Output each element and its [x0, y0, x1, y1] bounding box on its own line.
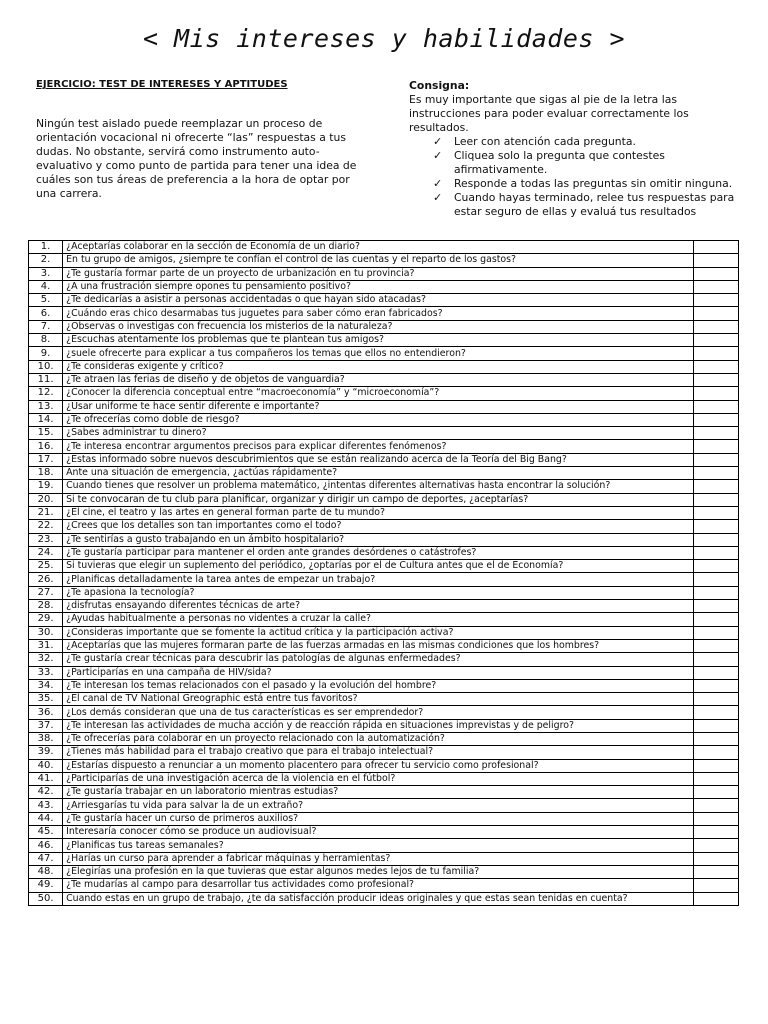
answer-cell[interactable]: [693, 613, 738, 626]
answer-cell[interactable]: [693, 400, 738, 413]
table-row: [29, 427, 739, 440]
question-number: 5.: [29, 294, 63, 307]
table-row: [29, 746, 739, 759]
table-row: [29, 600, 739, 613]
table-row: [29, 493, 739, 506]
table-row: [29, 453, 739, 466]
answer-cell[interactable]: [693, 254, 738, 267]
consigna-text: Es muy importante que sigas al pie de la letra las instrucciones para poder evaluar correctamente los resultados.: [409, 93, 689, 134]
table-row: [29, 666, 739, 679]
question-number: 30.: [29, 626, 63, 639]
consigna-label: Consigna:: [409, 79, 470, 92]
question-number: 45.: [29, 826, 63, 839]
question-number: 15.: [29, 427, 63, 440]
question-text: ¿Te dedicarías a asistir a personas accidentadas o que hayan sido atacadas?: [63, 294, 694, 307]
question-number: 36.: [29, 706, 63, 719]
page-title: < Mis intereses y habilidades >: [142, 24, 626, 53]
question-text: ¿Te gustaría participar para mantener el orden ante grandes desórdenes o catástrofes?: [63, 546, 694, 559]
question-text: ¿El cine, el teatro y las artes en general forman parte de tu mundo?: [63, 506, 694, 519]
answer-cell[interactable]: [693, 560, 738, 573]
question-text: ¿Ayudas habitualmente a personas no videntes a cruzar la calle?: [63, 613, 694, 626]
table-row: [29, 347, 739, 360]
table-row: [29, 573, 739, 586]
consigna-section: [409, 79, 739, 219]
table-row: [29, 799, 739, 812]
question-number: 13.: [29, 400, 63, 413]
question-number: 19.: [29, 480, 63, 493]
question-number: 42.: [29, 786, 63, 799]
instruction-text: Leer con atención cada pregunta.: [454, 135, 636, 148]
table-row: [29, 759, 739, 772]
answer-cell[interactable]: [693, 280, 738, 293]
answer-cell[interactable]: [693, 506, 738, 519]
answer-cell[interactable]: [693, 639, 738, 652]
question-text: ¿Te mudarías al campo para desarrollar tus actividades como profesional?: [63, 879, 694, 892]
question-text: ¿Crees que los detalles son tan importantes como el todo?: [63, 520, 694, 533]
instruction-text: Cliquea solo la pregunta que contestes afirmativamente.: [454, 149, 665, 176]
question-number: 20.: [29, 493, 63, 506]
questions-table: [28, 240, 739, 906]
table-row: [29, 772, 739, 785]
answer-cell[interactable]: [693, 746, 738, 759]
question-number: 6.: [29, 307, 63, 320]
answer-cell[interactable]: [693, 826, 738, 839]
table-row: [29, 400, 739, 413]
table-row: [29, 280, 739, 293]
table-row: [29, 506, 739, 519]
check-mark-icon: ✓: [433, 177, 443, 190]
table-row: [29, 533, 739, 546]
question-number: 48.: [29, 865, 63, 878]
answer-cell[interactable]: [693, 719, 738, 732]
question-text: Si tuvieras que elegir un suplemento del periódico, ¿optarías por el de Cultura antes que el de Economía?: [63, 560, 694, 573]
question-text: Cuando estas en un grupo de trabajo, ¿te da satisfacción producir ideas originales y que estas sean tenidas en cuenta?: [63, 892, 694, 905]
question-number: 11.: [29, 373, 63, 386]
table-row: [29, 467, 739, 480]
question-text: ¿Te interesan las actividades de mucha acción y de reacción rápida en situaciones imprevistas y de peligro?: [63, 719, 694, 732]
exercise-heading: EJERCICIO: TEST DE INTERESES Y APTITUDES: [36, 79, 288, 90]
question-number: 44.: [29, 812, 63, 825]
question-number: 27.: [29, 586, 63, 599]
question-text: ¿Participarías en una campaña de HIV/sida?: [63, 666, 694, 679]
question-number: 25.: [29, 560, 63, 573]
question-text: ¿Te gustaría trabajar en un laboratorio mientras estudias?: [63, 786, 694, 799]
answer-cell[interactable]: [693, 267, 738, 280]
question-text: ¿Te ofrecerías como doble de riesgo?: [63, 413, 694, 426]
answer-cell[interactable]: [693, 759, 738, 772]
table-row: [29, 706, 739, 719]
answer-cell[interactable]: [693, 347, 738, 360]
question-number: 49.: [29, 879, 63, 892]
answer-cell[interactable]: [693, 666, 738, 679]
check-mark-icon: ✓: [433, 149, 443, 162]
question-text: ¿Estas informado sobre nuevos descubrimientos que se están realizando acerca de la Teoría del Big Bang?: [63, 453, 694, 466]
question-text: ¿Aceptarías que las mujeres formaran parte de las fuerzas armadas en las mismas condiciones que los hombres?: [63, 639, 694, 652]
question-number: 31.: [29, 639, 63, 652]
answer-cell[interactable]: [693, 693, 738, 706]
question-text: Ante una situación de emergencia, ¿actúas rápidamente?: [63, 467, 694, 480]
answer-cell[interactable]: [693, 307, 738, 320]
question-text: ¿Te consideras exigente y crítico?: [63, 360, 694, 373]
question-text: ¿Observas o investigas con frecuencia los misterios de la naturaleza?: [63, 320, 694, 333]
exercise-section: [36, 78, 366, 201]
table-row: [29, 879, 739, 892]
instruction-item: [433, 149, 739, 177]
answer-cell[interactable]: [693, 786, 738, 799]
table-row: [29, 520, 739, 533]
table-row: [29, 440, 739, 453]
question-text: ¿suele ofrecerte para explicar a tus compañeros los temas que ellos no entendieron?: [63, 347, 694, 360]
answer-cell[interactable]: [693, 387, 738, 400]
answer-cell[interactable]: [693, 453, 738, 466]
question-number: 10.: [29, 360, 63, 373]
table-row: [29, 839, 739, 852]
answer-cell[interactable]: [693, 520, 738, 533]
table-row: [29, 320, 739, 333]
answer-cell[interactable]: [693, 533, 738, 546]
question-number: 32.: [29, 653, 63, 666]
answer-cell[interactable]: [693, 334, 738, 347]
question-number: 7.: [29, 320, 63, 333]
answer-cell[interactable]: [693, 573, 738, 586]
table-row: [29, 719, 739, 732]
table-row: [29, 653, 739, 666]
question-text: ¿Te apasiona la tecnología?: [63, 586, 694, 599]
question-text: ¿Aceptarías colaborar en la sección de Economía de un diario?: [63, 241, 694, 254]
table-row: [29, 812, 739, 825]
table-row: [29, 560, 739, 573]
question-text: ¿Te interesan los temas relacionados con el pasado y la evolución del hombre?: [63, 679, 694, 692]
question-number: 14.: [29, 413, 63, 426]
answer-cell[interactable]: [693, 772, 738, 785]
question-text: ¿Sabes administrar tu dinero?: [63, 427, 694, 440]
question-number: 38.: [29, 732, 63, 745]
question-text: Si te convocaran de tu club para planificar, organizar y dirigir un campo de deportes, ¿aceptarías?: [63, 493, 694, 506]
instruction-item: [433, 191, 739, 219]
instruction-item: [433, 135, 739, 149]
instruction-list: [409, 135, 739, 219]
question-text: ¿Planificas tus tareas semanales?: [63, 839, 694, 852]
question-text: ¿Cuándo eras chico desarmabas tus juguetes para saber cómo eran fabricados?: [63, 307, 694, 320]
answer-cell[interactable]: [693, 865, 738, 878]
table-row: [29, 241, 739, 254]
question-text: ¿Harías un curso para aprender a fabricar máquinas y herramientas?: [63, 852, 694, 865]
question-text: En tu grupo de amigos, ¿siempre te confían el control de las cuentas y el reparto de los gastos?: [63, 254, 694, 267]
question-text: ¿Te gustaría formar parte de un proyecto de urbanización en tu provincia?: [63, 267, 694, 280]
table-row: [29, 826, 739, 839]
answer-cell[interactable]: [693, 812, 738, 825]
instruction-item: [433, 177, 739, 191]
answer-cell[interactable]: [693, 360, 738, 373]
question-number: 39.: [29, 746, 63, 759]
question-number: 23.: [29, 533, 63, 546]
question-number: 12.: [29, 387, 63, 400]
answer-cell[interactable]: [693, 799, 738, 812]
question-number: 34.: [29, 679, 63, 692]
question-number: 24.: [29, 546, 63, 559]
question-number: 50.: [29, 892, 63, 905]
question-number: 2.: [29, 254, 63, 267]
question-text: ¿Los demás consideran que una de tus características es ser emprendedor?: [63, 706, 694, 719]
question-text: ¿Arriesgarías tu vida para salvar la de un extraño?: [63, 799, 694, 812]
table-row: [29, 732, 739, 745]
table-row: [29, 267, 739, 280]
table-row: [29, 586, 739, 599]
answer-cell[interactable]: [693, 653, 738, 666]
question-text: ¿A una frustración siempre opones tu pensamiento positivo?: [63, 280, 694, 293]
question-text: ¿Tienes más habilidad para el trabajo creativo que para el trabajo intelectual?: [63, 746, 694, 759]
question-number: 46.: [29, 839, 63, 852]
question-number: 29.: [29, 613, 63, 626]
question-number: 43.: [29, 799, 63, 812]
table-row: [29, 307, 739, 320]
table-row: [29, 892, 739, 905]
question-text: ¿Te gustaría crear técnicas para descubrir las patologías de algunas enfermedades?: [63, 653, 694, 666]
question-text: ¿Planificas detalladamente la tarea antes de empezar un trabajo?: [63, 573, 694, 586]
table-row: [29, 360, 739, 373]
table-row: [29, 373, 739, 386]
question-text: ¿Te interesa encontrar argumentos precisos para explicar diferentes fenómenos?: [63, 440, 694, 453]
table-row: [29, 626, 739, 639]
question-number: 40.: [29, 759, 63, 772]
question-number: 3.: [29, 267, 63, 280]
question-text: ¿El canal de TV National Greographic está entre tus favoritos?: [63, 693, 694, 706]
question-text: ¿Te atraen las ferias de diseño y de objetos de vanguardia?: [63, 373, 694, 386]
question-number: 1.: [29, 241, 63, 254]
answer-cell[interactable]: [693, 546, 738, 559]
question-number: 8.: [29, 334, 63, 347]
table-row: [29, 679, 739, 692]
question-number: 37.: [29, 719, 63, 732]
question-text: ¿Escuchas atentamente los problemas que te plantean tus amigos?: [63, 334, 694, 347]
check-mark-icon: ✓: [433, 135, 443, 148]
question-number: 21.: [29, 506, 63, 519]
question-text: ¿Estarías dispuesto a renunciar a un momento placentero para ofrecer tu servicio como profesional?: [63, 759, 694, 772]
answer-cell[interactable]: [693, 600, 738, 613]
question-text: Interesaría conocer cómo se produce un audiovisual?: [63, 826, 694, 839]
answer-cell[interactable]: [693, 679, 738, 692]
question-number: 17.: [29, 453, 63, 466]
question-text: ¿Elegirías una profesión en la que tuvieras que estar algunos medes lejos de tu familia?: [63, 865, 694, 878]
answer-cell[interactable]: [693, 732, 738, 745]
table-row: [29, 852, 739, 865]
answer-cell[interactable]: [693, 892, 738, 905]
answer-cell[interactable]: [693, 586, 738, 599]
table-row: [29, 546, 739, 559]
question-text: ¿Te sentirías a gusto trabajando en un ámbito hospitalario?: [63, 533, 694, 546]
question-number: 9.: [29, 347, 63, 360]
answer-cell[interactable]: [693, 413, 738, 426]
answer-cell[interactable]: [693, 879, 738, 892]
question-number: 47.: [29, 852, 63, 865]
table-row: [29, 693, 739, 706]
question-number: 18.: [29, 467, 63, 480]
intro-paragraph: Ningún test aislado puede reemplazar un proceso de orientación vocacional ni ofrecerte “las” respuestas a tus dudas. No obstante, servirá como instrumento auto-evaluativo y como punto de partida para tener una idea de cuáles son tus áreas de preferencia a la hora de optar por una carrera.: [36, 117, 357, 200]
answer-cell[interactable]: [693, 493, 738, 506]
answer-cell[interactable]: [693, 706, 738, 719]
answer-cell[interactable]: [693, 839, 738, 852]
answer-cell[interactable]: [693, 626, 738, 639]
answer-cell[interactable]: [693, 852, 738, 865]
question-number: 35.: [29, 693, 63, 706]
question-number: 16.: [29, 440, 63, 453]
answer-cell[interactable]: [693, 440, 738, 453]
question-text: ¿Usar uniforme te hace sentir diferente e importante?: [63, 400, 694, 413]
table-row: [29, 387, 739, 400]
answer-cell[interactable]: [693, 373, 738, 386]
table-row: [29, 480, 739, 493]
question-number: 26.: [29, 573, 63, 586]
question-number: 22.: [29, 520, 63, 533]
question-number: 4.: [29, 280, 63, 293]
question-text: ¿Te gustaría hacer un curso de primeros auxilios?: [63, 812, 694, 825]
question-text: ¿Conocer la diferencia conceptual entre “macroeconomía” y “microeconomía”?: [63, 387, 694, 400]
answer-cell[interactable]: [693, 294, 738, 307]
question-number: 41.: [29, 772, 63, 785]
table-row: [29, 613, 739, 626]
table-row: [29, 334, 739, 347]
table-row: [29, 294, 739, 307]
answer-cell[interactable]: [693, 480, 738, 493]
question-text: ¿Te ofrecerías para colaborar en un proyecto relacionado con la automatización?: [63, 732, 694, 745]
answer-cell[interactable]: [693, 241, 738, 254]
questions-body: [29, 241, 739, 906]
question-text: ¿Consideras importante que se fomente la actitud crítica y la participación activa?: [63, 626, 694, 639]
answer-cell[interactable]: [693, 320, 738, 333]
answer-cell[interactable]: [693, 467, 738, 480]
question-number: 28.: [29, 600, 63, 613]
table-row: [29, 413, 739, 426]
question-text: ¿disfrutas ensayando diferentes técnicas de arte?: [63, 600, 694, 613]
question-number: 33.: [29, 666, 63, 679]
table-row: [29, 254, 739, 267]
table-row: [29, 786, 739, 799]
table-row: [29, 865, 739, 878]
question-text: Cuando tienes que resolver un problema matemático, ¿intentas diferentes alternativas hasta encontrar la solución?: [63, 480, 694, 493]
instruction-text: Cuando hayas terminado, relee tus respuestas para estar seguro de ellas y evaluá tus resultados: [454, 191, 735, 218]
instruction-text: Responde a todas las preguntas sin omitir ninguna.: [454, 177, 733, 190]
answer-cell[interactable]: [693, 427, 738, 440]
check-mark-icon: ✓: [433, 191, 443, 204]
question-text: ¿Participarías de una investigación acerca de la violencia en el fútbol?: [63, 772, 694, 785]
table-row: [29, 639, 739, 652]
